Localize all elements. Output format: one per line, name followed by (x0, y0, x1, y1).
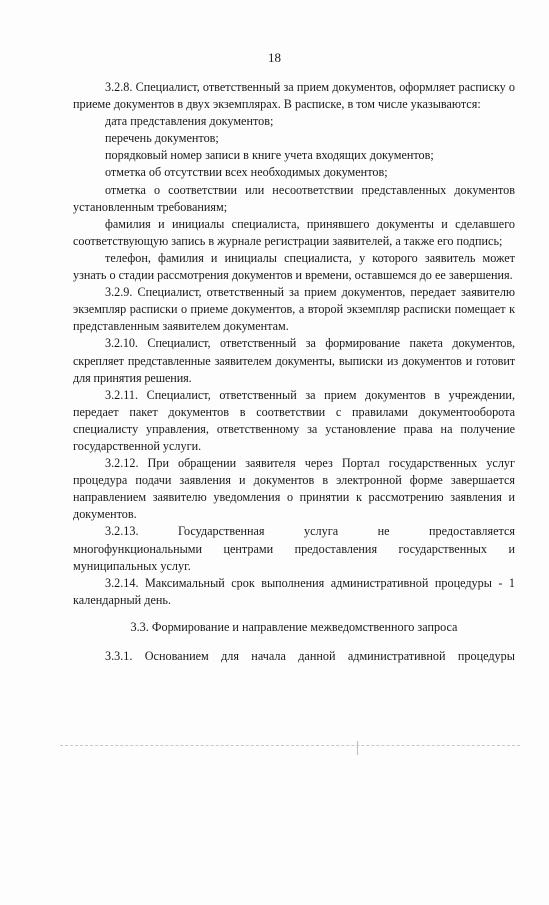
document-body (73, 79, 515, 665)
paragraph-3-2-10: 3.2.10. Специалист, ответственный за формирование пакета документов, скрепляет представленные заявителем документы, выписки из документов и готовит для принятия решения. (73, 336, 515, 385)
paragraph-3-3-1 (73, 648, 515, 665)
paragraph-conformity-mark: отметка о соответствии или несоответствии представленных документов установленным требованиям; (73, 182, 515, 214)
list-item: дата представления документов; (105, 114, 274, 129)
word: многофункциональными (73, 541, 203, 556)
paragraph-specialist-phone: телефон, фамилия и инициалы специалиста, у которого заявитель может узнать о стадии рассмотрения документов и времени, оставшемся до ее завершения. (73, 250, 515, 283)
paragraph-3-2-8: 3.2.8. Специалист, ответственный за прием документов, оформляет расписку о приеме документов в двух экземплярах. В расписке, в том числе указываются: (73, 80, 515, 112)
word: 3.2.13. (105, 524, 139, 539)
word: 3.3.1. (105, 649, 133, 663)
word: не (377, 524, 390, 539)
paragraph-3-2-11: 3.2.11. Специалист, ответственный за прием документов в учреждении, передает пакет документов в соответствии с правилами документооборота специалисту управления, ответственному за установление права на получение государственной услуги. (73, 387, 515, 453)
list-item: порядковый номер записи в книге учета входящих документов; (105, 148, 434, 163)
word: предоставления (294, 541, 378, 556)
word: административной (347, 649, 446, 663)
word: государственных (398, 541, 488, 556)
paragraph-3-2-13-line-3: муниципальных услуг. (73, 558, 191, 573)
page-number: 18 (268, 50, 281, 65)
word: центрами (223, 541, 274, 556)
paragraph-3-2-14: 3.2.14. Максимальный срок выполнения административной процедуры - 1 календарный день. (73, 575, 515, 607)
scan-mark (357, 741, 358, 755)
word: Основанием (144, 649, 209, 663)
paragraph-3-2-12: 3.2.12. При обращении заявителя через Портал государственных услуг процедура подачи заявления и документов в электронной форме завершается направлением заявителю уведомления о принятии к рассмотрению заявления и документов. (73, 456, 515, 522)
word: начала (251, 649, 286, 663)
word: данной (298, 649, 336, 663)
word: предоставляется (429, 524, 515, 539)
scan-fold-line (60, 745, 520, 746)
section-heading-3-3: 3.3. Формирование и направление межведомственного запроса (130, 619, 458, 634)
paragraph-3-2-13 (73, 523, 515, 574)
word: Государственная (178, 524, 265, 539)
word: для (221, 649, 239, 663)
paragraph-3-2-13-line-1 (73, 523, 515, 540)
list-item: отметка об отсутствии всех необходимых документов; (105, 165, 388, 180)
list-item: перечень документов; (105, 131, 219, 146)
paragraph-3-2-13-line-2 (73, 541, 515, 558)
word: и (508, 541, 515, 556)
paragraph-specialist-name: фамилия и инициалы специалиста, принявшего документы и сделавшего соответствующую запись в журнале регистрации заявителей, а также его подпись; (73, 216, 515, 248)
paragraph-3-2-9: 3.2.9. Специалист, ответственный за прием документов, передает заявителю экземпляр расписки о приеме документов, а второй экземпляр расписки помещает к представленным заявителем документам. (73, 285, 515, 334)
word: процедуры (457, 649, 515, 663)
word: услуга (304, 524, 339, 539)
